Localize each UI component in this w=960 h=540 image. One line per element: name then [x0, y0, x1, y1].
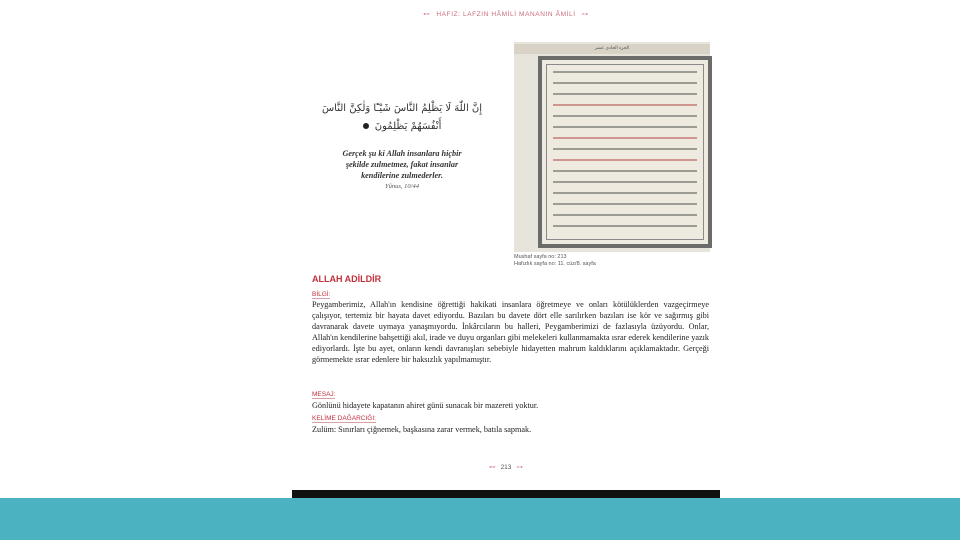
- kelime-text: Zulüm: Sınırları çiğnemek, başkasına zarar vermek, batıla sapmak.: [312, 425, 532, 434]
- verse-block: [302, 100, 502, 190]
- mushaf-script-line: [553, 181, 697, 183]
- mushaf-frame: [538, 56, 712, 248]
- bilgi-label: BİLGİ:: [312, 291, 331, 298]
- mesaj-label: MESAJ:: [312, 391, 336, 398]
- arabic-line-2: أَنْفُسَهُمْ يَظْلِمُونَ: [302, 118, 502, 136]
- mushaf-script-line: [553, 93, 697, 95]
- bilgi-text: Peygamberimiz, Allah'ın kendisine öğrettiği hakikati insanlara öğretmeye ve onları kötülüklerden vazgeçirmeye çalışıyor, tertemiz bir hayata davet ediyordu. Bazıları bu davete dört elle sarılırken bazıları ise kör ve sağırmış gibi davranarak davete uymaya yanaşmıyordu. İnkârcıların bu halleri, Peygamberimizi de fazlasıyla üzüyordu. Onlar, Allah'ın kendilerine bahşettiği akıl, irade ve duyu organları gibi melekeleri kullanmamakta ısrar ederek kendilerine yazık ediyorlardı. İşte bu ayet, onların kendi davranışları sebebiyle hidayetten mahrum kaldıklarını açıklamaktadır. Gerçeği görmemekte ısrar edenlere bir haksızlık yapılmamıştır.: [312, 300, 709, 364]
- mushaf-script-line: [553, 148, 697, 150]
- verse-stop-icon: [363, 123, 369, 129]
- ornament-icon: ⊷: [423, 11, 431, 18]
- ornament-icon: ⊷: [489, 464, 496, 471]
- mushaf-script-line: [553, 104, 697, 106]
- mushaf-script-line: [553, 82, 697, 84]
- slide-footer-band: [0, 498, 960, 540]
- mesaj-text: Gönlünü hidayete kapatanın ahiret günü sunacak bir mazereti yoktur.: [312, 401, 539, 410]
- mushaf-script-line: [553, 214, 697, 216]
- section-title: ALLAH ADİLDİR: [312, 274, 382, 284]
- verse-translation: Gerçek şu ki Allah insanlara hiçbir şekilde zulmetmez, fakat insanlar kendilerine zulmederler.: [342, 149, 462, 180]
- mushaf-script-line: [553, 126, 697, 128]
- mushaf-script-line: [553, 225, 697, 227]
- verse-reference: Yûnus, 10/44: [385, 183, 419, 190]
- mushaf-text-area: [546, 64, 704, 240]
- book-page: [292, 0, 720, 498]
- mushaf-script-line: [553, 192, 697, 194]
- mushaf-script-line: [553, 203, 697, 205]
- mushaf-header: الجزء الحادي عشر: [514, 44, 710, 54]
- mushaf-script-line: [553, 159, 697, 161]
- mushaf-caption: Mushaf sayfa no: 213 Hafızlık sayfa no: 11. cüz/8. sayfa: [514, 254, 596, 267]
- kelime-label: KELİME DAĞARCIĞI:: [312, 415, 376, 422]
- mushaf-page-image: [514, 42, 710, 252]
- arabic-verse: [302, 100, 502, 136]
- mushaf-script-line: [553, 71, 697, 73]
- mushaf-script-line: [553, 170, 697, 172]
- running-head: [292, 10, 720, 18]
- arabic-line-1: إِنَّ اللّٰهَ لَا يَظْلِمُ النَّاسَ شَيْـًٔا وَلٰكِنَّ النَّاسَ: [321, 103, 483, 114]
- ornament-icon: ⊶: [516, 464, 523, 471]
- slide-bottom-bar: [292, 490, 720, 498]
- running-head-text: HAFIZ: LAFZIN HÂMİLİ MANANIN ÂMİLİ: [436, 11, 576, 18]
- mushaf-script-line: [553, 137, 697, 139]
- ornament-icon: ⊶: [581, 11, 589, 18]
- page-number: ⊷ 213 ⊶: [489, 464, 523, 471]
- mushaf-script-line: [553, 115, 697, 117]
